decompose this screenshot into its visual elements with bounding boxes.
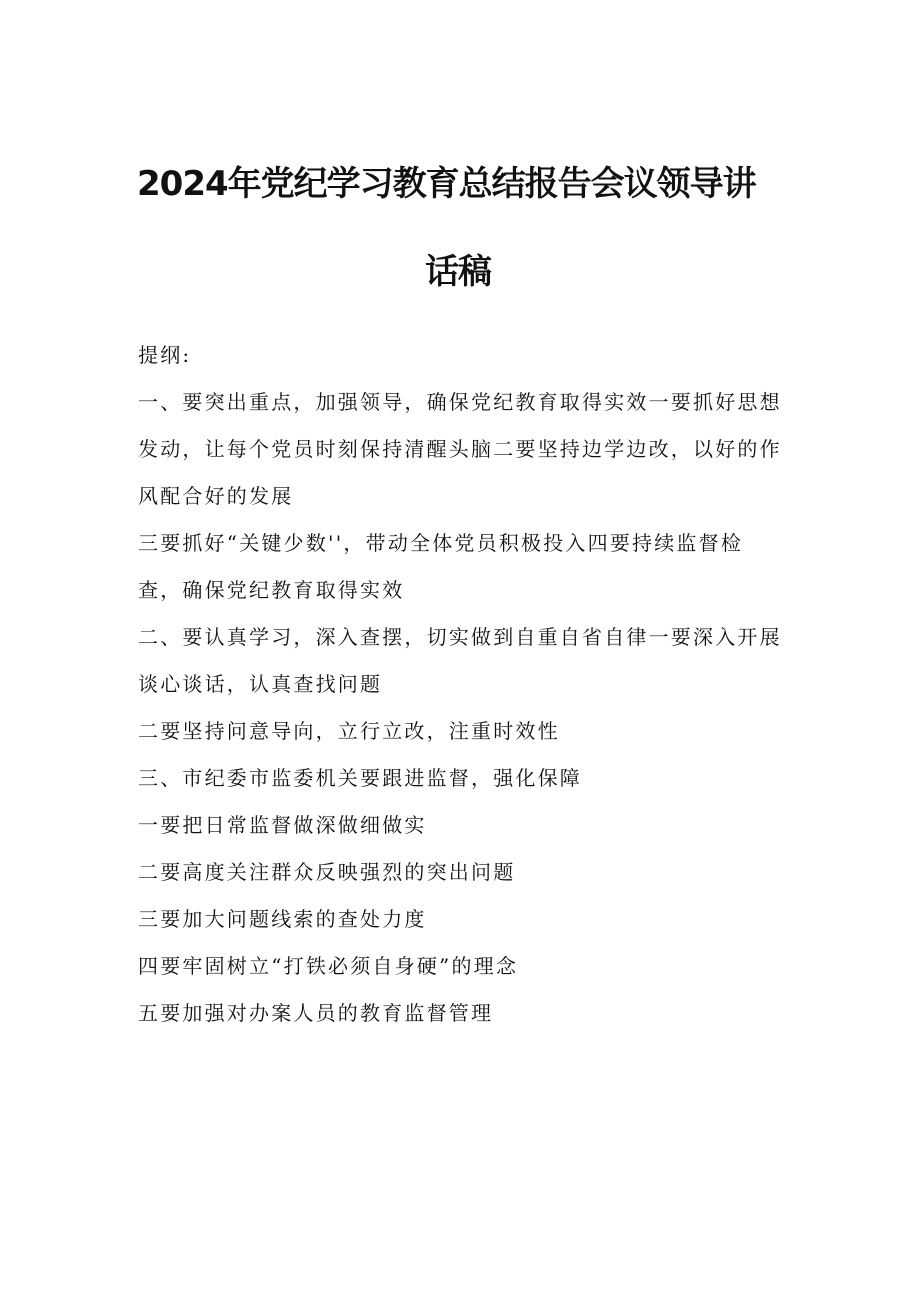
outline-line: 一要把日常监督做深做细做实 bbox=[138, 813, 427, 837]
outline-line: 发动，让每个党员时刻保持清醒头脑二要坚持边学边改，以好的作 bbox=[138, 437, 782, 461]
outline-line: 三、市纪委市监委机关要跟进监督，强化保障 bbox=[138, 766, 582, 790]
outline-line: 四要牢固树立“打铁必须自身硬”的理念 bbox=[138, 954, 519, 978]
outline-line: 二、要认真学习，深入查摆，切实做到自重自省自律一要深入开展 bbox=[138, 625, 782, 649]
outline-line: 三要抓好“关键少数''，带动全体党员积极投入四要持续监督检 bbox=[138, 531, 744, 555]
outline-line: 二要坚持问意导向，立行立改，注重时效性 bbox=[138, 719, 560, 743]
outline-line: 五要加强对办案人员的教育监督管理 bbox=[138, 1001, 494, 1025]
outline-line: 二要高度关注群众反映强烈的突出问题 bbox=[138, 860, 516, 884]
outline-line: 三要加大问题线索的查处力度 bbox=[138, 907, 427, 931]
outline-line: 谈心谈话，认真查找问题 bbox=[138, 672, 383, 696]
outline-label: 提纲: bbox=[138, 343, 192, 367]
outline-line: 风配合好的发展 bbox=[138, 484, 294, 508]
outline-line: 查，确保党纪教育取得实效 bbox=[138, 578, 405, 602]
outline-line: 一、要突出重点，加强领导，确保党纪教育取得实效一要抓好思想 bbox=[138, 390, 782, 414]
document-title-line-2: 话稿 bbox=[425, 252, 491, 292]
document-title-line-1: 2024年党纪学习教育总结报告会议领导讲 bbox=[137, 164, 756, 204]
